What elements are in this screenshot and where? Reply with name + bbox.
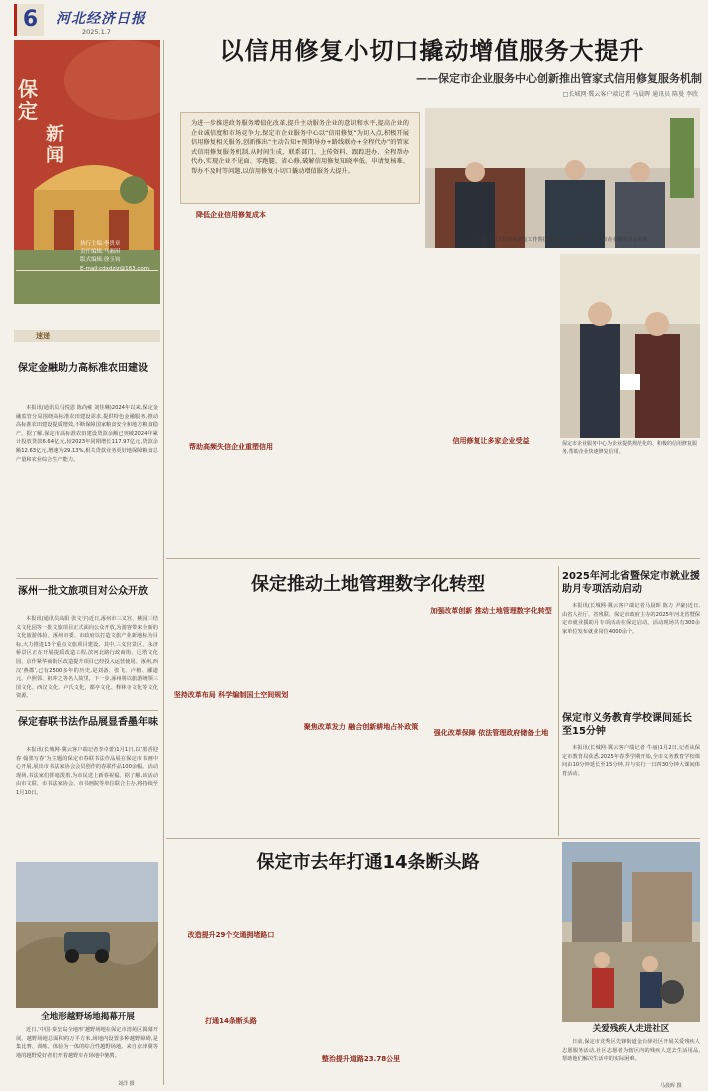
caption-paragraph: 日前,保定市竞秀区先锋街道金台驿社区开展关爱残疾人志愿服务活动,社区志愿者为辖区内的残疾人送去生活用品,帮助他们解决生活中的实际困难。 [562, 1039, 700, 1063]
roads-column-text [298, 882, 424, 1054]
section-subhead: 降低企业信用修复成本 [196, 211, 266, 219]
story-body [16, 404, 158, 574]
secondary-photo-image [560, 254, 700, 438]
credit-line: 责任编辑:马湘琪 [80, 249, 121, 256]
main-photo-image [425, 108, 700, 248]
divider [16, 578, 158, 579]
banner-title-city: 保定 [18, 77, 38, 123]
roads-headline: 保定市去年打通14条断头路 [256, 852, 480, 873]
publication-date: 2025.1.7 [82, 28, 111, 36]
main-column-text [168, 222, 294, 552]
photo-credit: 马晨晖 摄 [660, 1083, 682, 1089]
offroad-photo [16, 862, 158, 1008]
land-column-text [168, 712, 294, 830]
story-paragraph: 本报讯(通讯员高阳 张文宇)近日,涿州市三义宫、桃园三结义文化园等一批文旅项目正式面向公众开放,为游客带来全新的文化旅游体验。涿州市委、市政府以打造文旅产业新地标为目标,大力推进13个重点文旅项目建设。其中,三义宫景区、永济桥景区正在开展提质改造工程,滨河北路行政商街、辽塔文化园、京作紧华商街区改造提升项目已经投入运营使用。涿州,西汉‘燕郡’,已有2500多年的历史,是刘备、张飞、卢植、郦道元、卢照邻、祖冲之等名人故里。下一步,涿州将以旅游统领三国文化、西汉文化、卢氏文化、都亭文化、释林寺文化等文化资源。 [16, 616, 158, 700]
lede-box [180, 112, 420, 204]
main-column-text [428, 254, 554, 554]
land-column-text [168, 606, 294, 690]
section-subhead: 帮助高频失信企业重塑信用 [189, 443, 273, 451]
secondary-photo-caption: 保定市企业服务中心为企业提供规范化的、积极的信用修复服务,帮助企业快速修复信用。 [562, 441, 698, 455]
main-subheadline: ——保定市企业服务中心创新推出管家式信用修复服务机制 [416, 72, 702, 85]
roads-subhead: 打通14条断头路 [205, 1017, 257, 1025]
offroad-image [16, 862, 158, 1008]
main-column-text [562, 464, 700, 554]
story-headline: 涿州一批文旅项目对公众开放 [18, 586, 148, 597]
land-column-text [298, 744, 424, 830]
roads-subhead: 整治提升道路23.78公里 [321, 1055, 401, 1063]
story-paragraph: 本报讯(长城网·冀云客户端记者马晨晖 陈力 尹豪)近日,由省人社厅、省残联、保定市政府主办的2025年河北省暨保定市就业援助月专项活动在保定启动。活动现场共有300余家单位发布就业岗位4000余个。 [562, 603, 700, 635]
land-subhead: 坚持改革布局 科学编制国土空间规划 [173, 691, 289, 699]
main-photo-caption: 工作人员介绍信用修复工作帮扶企业开展信用修复。保定市企业服务中心供图 [477, 237, 648, 243]
roads-column-text [168, 944, 294, 1014]
story-headline: 2025年河北省暨保定市就业援助月专项活动启动 [562, 571, 700, 595]
secondary-photo [560, 254, 700, 438]
story-body [562, 602, 700, 694]
roads-column-text [168, 1030, 294, 1086]
roads-subhead: 改造提升29个交通拥堵路口 [187, 931, 275, 939]
land-column-text [428, 750, 554, 830]
land-subhead: 加强改革创新 推动土地管理数字化转型 [430, 607, 552, 615]
land-headline: 保定推动土地管理数字化转型 [251, 574, 485, 595]
photo-headline: 全地形越野场地揭幕开展 [41, 1012, 135, 1022]
community-photo [562, 842, 700, 1022]
divider [166, 558, 700, 559]
main-byline: □长城网·冀云客户端记者 马晨晖 通讯员 陈曼 李欣 [562, 91, 698, 98]
column-divider [163, 40, 164, 1085]
story-body [562, 744, 700, 832]
section-subhead: 信用修复让多家企业受益 [452, 437, 530, 445]
roads-column-text [428, 882, 554, 1088]
divider [166, 838, 700, 839]
story-paragraph: 本报讯(通讯员马悦恩 陈尚雍 刘佳琳)2024年以来,保定金融监管分局围绕高标准农田建设需求,提供特色金融服务,推动高标准农田建设提质增效,不断保障国家粮食安全和地方粮食稳产。据了解,保定市高标准农田建设贷款余额已突破2024年累计投放贷款6.64亿元,较2023年同期增长117.97亿元,贷款余额12.63亿元,增速为29.13%,相关贷款业务更好地保障粮食总产量和农业综合生产能力。 [16, 405, 158, 463]
story-paragraph: 本报讯(长城网·冀云客户端记者李卓蕾)1月1日,以‘墨香迎春 翰墨写春’为主题的保定市春联书法作品展在保定市书画中心开展,展出市书法家协会会员创作的春联作品100余幅。活动现场,书法家们挥毫泼墨,为市民送上新春祝福。据了解,该活动由市文联、市书法家协会、市书画院等单位联合主办,将持续至1月10日。 [16, 747, 158, 796]
story-paragraph: 本报讯(长城网·冀云客户端记者 牛丽)1月2日,记者从保定市教育局获悉,2025年春季学期开始,全市义务教育学校课间由10分钟延长至15分钟,并与实行一日四30分钟大课间体育活动。 [562, 745, 700, 777]
divider [16, 710, 158, 711]
roads-column-text [168, 882, 294, 930]
main-photo [425, 108, 700, 248]
photo-headline: 关爱残疾人走进社区 [592, 1024, 670, 1034]
main-headline: 以信用修复小切口撬动增值服务大提升 [219, 37, 645, 65]
land-column-text [428, 628, 554, 724]
story-body [16, 746, 158, 858]
story-body [16, 615, 158, 705]
banner-title-news: 新闻 [46, 124, 64, 166]
community-photo-image [562, 842, 700, 1022]
story-headline: 保定市义务教育学校课间延长至15分钟 [562, 713, 692, 737]
masthead: 河北经济日报 [56, 11, 146, 27]
land-subhead: 聚焦改革发力 融合创新耕地占补政策 [303, 723, 419, 731]
photo-caption [16, 1026, 158, 1078]
credit-line: 版式编辑:徐玉钧 [80, 257, 121, 264]
quick-news-label: 速递 [36, 332, 50, 340]
lede-text: 为进一步推进政务服务增值化改革,提升主动服务企业的意识和水平,提高企业的企业诚信度和市场竞争力,保定市企业服务中心以“信用修复”为切入点,积极开展信用修复相关服务,创新推出“主动告知+预期导办+路线联办+全程代办”的管家式信用修复服务机制,从时间生成、联系部门、上传资料、跟踪进办、全程帮办代办,实现企业不见面、零跑腿、省心修,破解信用修复知晓率低、申请复核难、帮办不及时等问题,以信用修复小切口撬动增值服务大提升。 [191, 120, 409, 175]
main-column-text [298, 212, 424, 552]
story-headline: 保定春联书法作品展显香墨年味 [18, 717, 158, 728]
editor-credits [80, 240, 158, 273]
caption-paragraph: 近日,‘中国·秦皇岛全地形’越野场地在保定市清苑区揭幕开展。越野场地总面积约万平方米,场地内设置多种越野障碍,是集比赛、训练、体验为一体的综合性越野场地。来自京津冀等地的越野爱好者们开着越野车在场地中驰骋。 [16, 1027, 158, 1059]
land-column-text [298, 606, 424, 718]
roads-column-text [298, 1068, 424, 1088]
page-number: 6 [14, 4, 44, 36]
credit-line: 执行主编:李贵章 [80, 241, 121, 247]
land-subhead: 强化改革保障 依法管理政府储备土地 [433, 729, 549, 737]
credit-email: E-mail:cdxdzjz@163.com [80, 265, 150, 272]
column-divider [558, 566, 559, 836]
story-headline: 保定金融助力高标准农田建设 [18, 363, 148, 374]
photo-caption [562, 1038, 700, 1082]
photo-credit: 刘洋 摄 [118, 1081, 135, 1087]
